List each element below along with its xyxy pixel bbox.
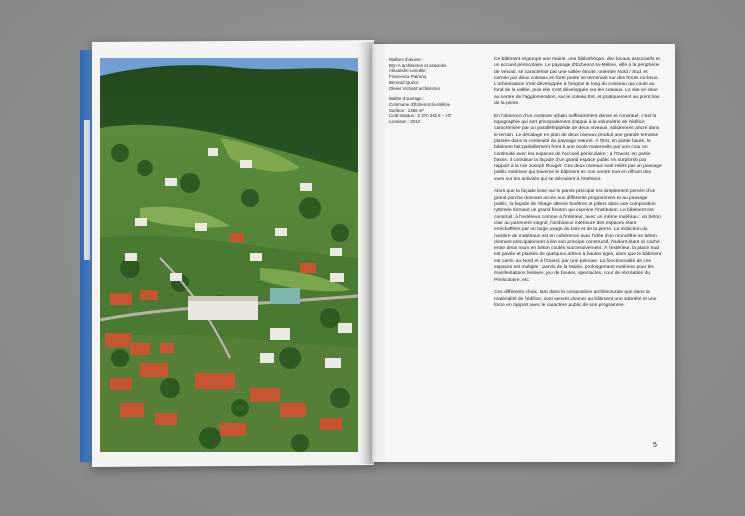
credits-line: Maîtres d'œuvre : — [389, 57, 424, 62]
photo-illustration — [100, 58, 358, 452]
aerial-village-photo — [100, 58, 358, 452]
back-cover-highlight — [84, 120, 90, 260]
paragraph-4: Ces différents choix, tant dans la composition architecturale que dans la matérialité de l'édifice, sont sensés donner au bâtiment une sobriété et une force en rapport avec le caractère public de son programme. — [494, 290, 657, 308]
credits-line: Livraison : 2013 — [389, 119, 420, 125]
credits-client — [389, 96, 489, 125]
credits-line: Bernard Quirot, — [389, 79, 420, 85]
credits-line: Francesca Patrono, — [389, 74, 428, 80]
credits-line: Alexandre Lenoble, — [389, 68, 427, 74]
paragraph-3: Alors que la façade lisse sur le parvis principal est simplement percée d'un grand porche donnant accès aux différents programmes et au passage public, la façade de l'étage alterne fenêtres et piliers dans une composition rythmée formant un grand fronton qui exprime l'institution. Le bâtiment est construit, à l'extérieur comme à l'intérieur, avec un même matériau : un béton clair au parement soigné, l'ambiance intérieure des espaces étant enrichaffées par un large usage du bois et de la pierre. La réduction du nombre de matériaux est en cohérence avec l'idée d'un monolithe en béton donnant principalement à lire son principe constructif, l'isolant étant ici caché entre deux murs en béton coulés successivement. À l'extérieur, la place Sud est pavée et plantée de quelques arbres à hautes tiges, alors que le bâtiment est carré, au Nord et à l'Ouest, par une pelouse. La fonctionnalité de ces espaces est multiple : parvis de la Mairie, prolongement extérieur pour les manifestations festives, jeu de boules, spectacles, cour de récréation du Périscolaire, etc. — [494, 189, 662, 283]
spine-shadow — [358, 42, 388, 464]
project-credits — [389, 57, 489, 130]
credits-line: Surface : 1356 m² — [389, 107, 424, 113]
credits-line: Maître d'ouvrage : — [389, 96, 425, 102]
credits-line: Commune d'Échenoz-la-Méline — [389, 101, 451, 107]
credits-line: Coût travaux : 2 370 342 € – HT — [389, 113, 452, 119]
credits-line: BQ+A architectes et associés — [389, 62, 447, 68]
paragraph-1: Ce bâtiment regroupe une mairie, une bibliothèque, des locaux associatifs et un accueil périscolaire. Le paysage d'Échenoz-la-Méline, villé à la périphérie de Vesoul, se caractérise par une vallée étroite, orientée Nord / Sud, et cernée par deux coteaux en forte pente se terminant sur des fronts rocheux. L'urbanisation s'est développée à l'origine le long du ruisseau qui coule au fond de la vallée, puis elle s'est développée sur les coteaux. Le site se situe au centre de l'agglomération, sur le coteau Est, et pratiquement au point bas de la pente. — [494, 57, 660, 107]
credits-architects — [389, 57, 489, 91]
paragraph-2: En l'absence d'un contexte urbain suffisamment dense et constitué, c'est la topographie qui sert principalement d'appui à la volumétrie de l'édifice caractérisée par un parallélépipède de deux niveaux, solidement ancré dans le terrain. Le décalage en plan de deux niveaux produit une grande terrasse plantée dans la continuité du paysage naturel. À l'Est, en partie haute, le bâtiment fait partiellement front à une école maternelle par une cour en continuité avec les espaces de l'accueil périscolaire ; à l'Ouest, en partie basse, il constitue la façade d'un grand espace public en surplomb par rapport à la rue Joseph Rouget. Ces deux niveaux sont reliés par un passage public extérieur qui traverse le bâtiment en son centre tout en offrant des vues sur les activités qui se déroulent à l'intérieur. — [494, 113, 662, 182]
page-number: 5 — [653, 442, 657, 449]
article-body — [494, 57, 662, 316]
credits-line: Olivier Vichard architectes — [389, 85, 440, 91]
